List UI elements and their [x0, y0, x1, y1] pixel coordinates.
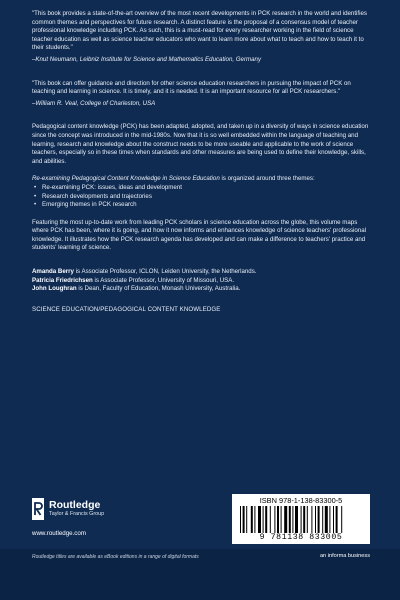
- theme-item: • Emerging themes in PCK research: [32, 201, 370, 210]
- review-attribution-2: –William R. Veal, College of Charleston, USA: [32, 99, 156, 107]
- editor-role: is Associate Professor, ICLON, Leiden University, the Netherlands.: [73, 268, 257, 276]
- themes-intro: [32, 175, 370, 184]
- description-paragraph-2: Featuring the most up-to-date work from leading PCK scholars in science education across the globe, this volume maps where PCK has been, where it is going, and how it now informs and enhances knowledge of science teachers' professional knowledge. It illustrates how the PCK research agenda has developed and can make a difference to teachers' practice and students' learning of science.: [32, 218, 366, 252]
- theme-item: • Research developments and trajectories: [32, 193, 370, 202]
- editor-name: Amanda Berry: [32, 268, 74, 276]
- theme-item: • Re-examining PCK: issues, ideas and development: [32, 184, 370, 193]
- editor-bio: [32, 268, 370, 277]
- informa-tagline: an informa business: [319, 553, 370, 559]
- publisher-group: Taylor & Francis Group: [49, 511, 105, 517]
- themes-intro-text: is organized around three themes:: [219, 175, 315, 183]
- themes-list: [32, 184, 370, 210]
- editor-bio: [32, 285, 370, 294]
- blurb-text: [32, 10, 370, 314]
- review-quote-2: "This book can offer guidance and direction for other science education researchers in pursuing the impact of PCK on teaching and learning in science. It is timely, and it is needed. It is an important resource for all PCK researchers.": [32, 79, 351, 96]
- publisher-logo: [32, 498, 104, 520]
- publisher-name: Routledge: [49, 499, 101, 511]
- editor-role: is Dean, Faculty of Education, Monash University, Australia.: [76, 285, 241, 293]
- barcode-bars: [240, 506, 362, 533]
- isbn-barcode: [232, 494, 370, 544]
- editor-name: John Loughran: [32, 285, 77, 293]
- review-quote-1: "This book provides a state-of-the-art overview of the most recent developments in PCK research in the world and identifies common themes and perspectives for future research. A distinct feature is the proposal of a consensus model of teacher professional knowledge including PCK. As such, this is a must-read for every researcher working in the field of science teacher education as well as science teacher educators who want to learn more about what to teach and how to teach it to their students.": [32, 10, 367, 52]
- ebook-note: Routledge titles are available as eBook editions in a range of digital formats: [32, 554, 199, 560]
- barcode-digits: 9 781138 833005: [259, 533, 343, 542]
- publisher-url[interactable]: www.routledge.com: [32, 530, 86, 537]
- book-title: Re-examining Pedagogical Content Knowledge in Science Education: [32, 175, 220, 183]
- description-paragraph-1: Pedagogical content knowledge (PCK) has been adapted, adopted, and taken up in a diversity of ways in science education since the concept was introduced in the mid-1980s. Now that it is so well embedded within the language of teaching and learning, research and knowledge about the construct needs to be more useable and applicable to the work of science teachers, especially so in these times when standards and other measures are being used to define their knowledge, skills, and abilities.: [32, 123, 369, 165]
- routledge-r-icon: [32, 498, 44, 520]
- editor-name: Patricia Friedrichsen: [32, 276, 93, 284]
- review-attribution-1: –Knut Neumann, Leibniz Institute for Science and Mathematics Education, Germany: [32, 55, 262, 63]
- editor-role: is Associate Professor, University of Missouri, USA.: [92, 276, 235, 284]
- subject-category: SCIENCE EDUCATION/PEDAGOGICAL CONTENT KNOWLEDGE: [32, 305, 221, 313]
- editor-bio: [32, 277, 370, 286]
- isbn-label: ISBN 978-1-138-83300-5: [259, 496, 343, 505]
